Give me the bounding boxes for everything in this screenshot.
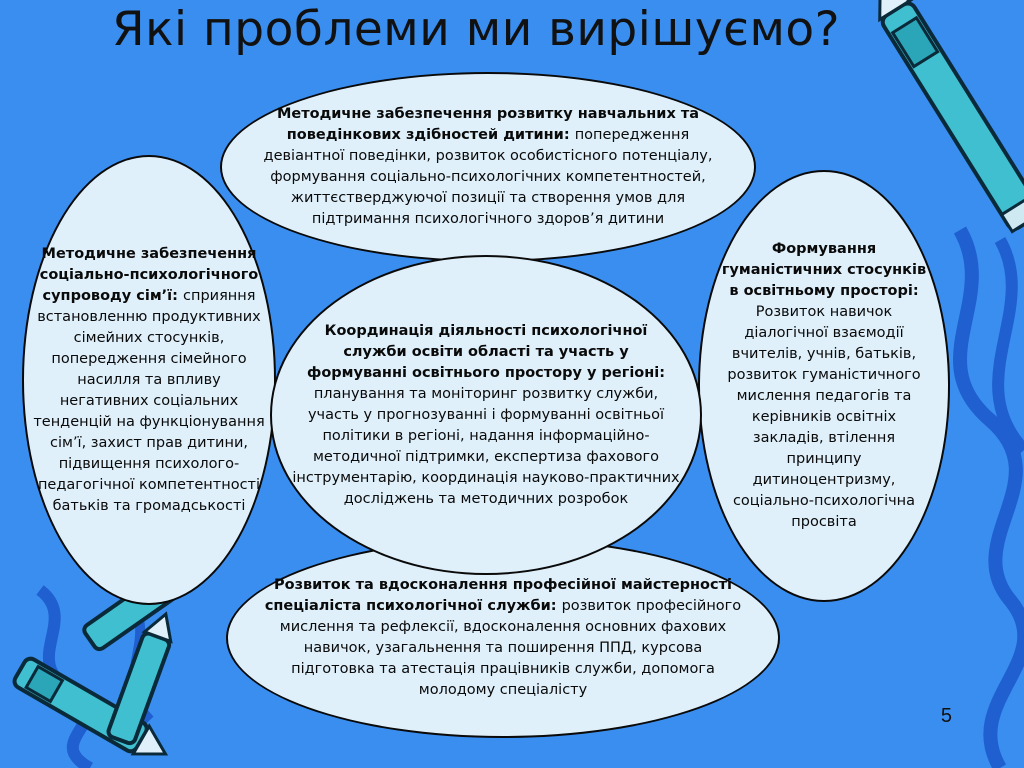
pen-icon-top-right [865,0,1024,232]
node-top [220,72,756,262]
node-top-body: попередження девіантної поведінки, розвиток особистісного потенціалу, формування соціально-психологічних компетентностей, життєстверджуючої позиції та створення умов для підтримання психологічного здоров’я дитини [263,127,713,227]
node-bottom-body: розвиток професійного мислення та рефлексії, вдосконалення основних фахових навичок, узагальнення та поширення ППД, курсова підготовка та атестація працівників служби, допомога молодому спеціалісту [279,598,742,698]
node-center-body: планування та моніторинг розвитку служби, участь у прогнозуванні і формуванні освітньої політики в регіоні, надання інформаційно-методичної підтримки, експертиза фахового інструментарію, координація науково-практичних досліджень та методичних розробок [292,385,680,507]
node-top-heading: Методичне забезпечення розвитку навчальних та поведінкових здібностей дитини: [276,106,700,143]
node-right [698,170,950,602]
node-right-body: Розвиток навичок діалогічної взаємодії вчителів, учнів, батьків, розвиток гуманістичного мислення педагогів та керівників освітніх закладів, втілення принципу дитиноцентризму, соціально-психологічна просвіта [727,304,921,530]
node-left [22,155,276,605]
node-center-heading: Координація діяльності психологічної служби освіти області та участь у формуванні освітнього простору у регіоні: [306,322,666,381]
node-right-heading: Формування гуманістичних стосунків в освітньому просторі: [721,241,927,299]
node-left-body: сприяння встановленню продуктивних сімейних стосунків, попередження сімейного насилля та впливу негативних соціальних тенденцій на функціонування сім’ї, захист прав дитини, підвищення психолого-педагогічної компетентності батьків та громадськості [33,287,265,514]
page-number: 5 [940,705,952,727]
page-title: Які проблеми ми вирішуємо? [112,2,841,57]
node-left-heading: Методичне забезпечення соціально-психологічного супроводу сім’ї: [39,245,259,304]
node-bottom-heading: Розвиток та вдосконалення професійної майстерності спеціаліста психологічної служби: [264,577,732,614]
node-center [270,255,702,575]
ribbon-right-2 [998,240,1024,450]
